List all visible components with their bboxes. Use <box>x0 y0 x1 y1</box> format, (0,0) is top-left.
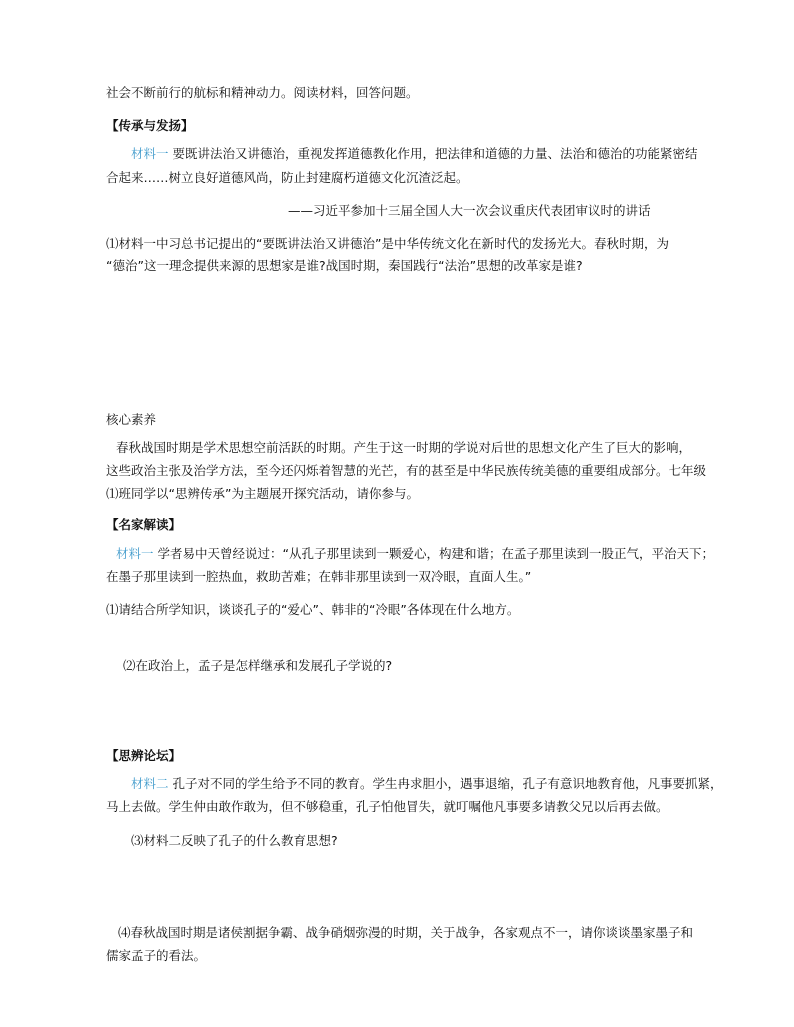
material-one-line1: 材料一 要既讲法治又讲德治，重视发挥道德教化作用，把法律和道德的力量、法治和德治的功能紧密结 <box>131 146 698 161</box>
material-one-line2: 合起来……树立良好道德风尚，防止封建腐朽道德文化沉渣泛起。 <box>106 170 469 185</box>
material-one-quote-line1: 材料一 学者易中天曾经说过：“从孔子那里读到一颗爱心，构建和谐；在孟子那里读到一股正气，平治天下； <box>116 546 714 561</box>
question-1: ⑴请结合所学知识，谈谈孔子的“爱心”、韩非的“冷眼”各体现在什么地方。 <box>106 602 520 617</box>
question-1-line2: “德治”这一理念提供来源的思想家是谁?战国时期，秦国践行“法治”思想的改革家是谁? <box>106 258 583 273</box>
material-source: ——习近平参加十三届全国人大一次会议重庆代表团审议时的讲话 <box>288 203 651 218</box>
material-label: 材料一 <box>131 146 169 161</box>
intro-text: 社会不断前行的航标和精神动力。阅读材料，回答问题。 <box>106 85 419 100</box>
question-3: ⑶材料二反映了孔子的什么教育思想? <box>131 833 338 848</box>
core-intro-line2: 这些政治主张及治学方法，至今还闪烁着智慧的光芒，有的甚至是中华民族传统美德的重要组成部分。七年级 <box>106 463 707 478</box>
material-label: 材料二 <box>131 776 169 791</box>
heading-experts: 【名家解读】 <box>106 517 182 532</box>
question-2: ⑵在政治上，孟子是怎样继承和发展孔子学说的? <box>123 658 393 673</box>
material-two-line1: 材料二 孔子对不同的学生给予不同的教育。学生冉求胆小，遇事退缩，孔子有意识地教育他，凡事要抓紧， <box>131 776 723 791</box>
question-1-line1: ⑴材料一中习总书记提出的“要既讲法治又讲德治”是中华传统文化在新时代的发扬光大。春秋时期，为 <box>106 236 669 251</box>
heading-inherit-promote: 【传承与发扬】 <box>106 118 194 133</box>
question-4-line2: 儒家孟子的看法。 <box>106 948 207 963</box>
core-intro-line1: 春秋战国时期是学术思想空前活跃的时期。产生于这一时期的学说对后世的思想文化产生了巨大的影响， <box>116 440 692 455</box>
core-intro-line3: ⑴班同学以“思辨传承”为主题展开探究活动，请你参与。 <box>106 486 419 501</box>
section-title: 核心素养 <box>106 412 157 427</box>
question-4-line1: ⑷春秋战国时期是诸侯割据争霸、战争硝烟弥漫的时期，关于战争，各家观点不一，请你谈谈墨家墨子和 <box>118 925 694 940</box>
material-two-line2: 马上去做。学生仲由敢作敢为，但不够稳重，孔子怕他冒失，就叮嘱他凡事要多请教父兄以后再去做。 <box>106 799 669 814</box>
material-label: 材料一 <box>116 546 154 561</box>
material-one-quote-line2: 在墨子那里读到一腔热血，救助苦难；在韩非那里读到一双冷眼，直面人生。” <box>106 569 532 584</box>
heading-debate: 【思辨论坛】 <box>106 748 182 763</box>
